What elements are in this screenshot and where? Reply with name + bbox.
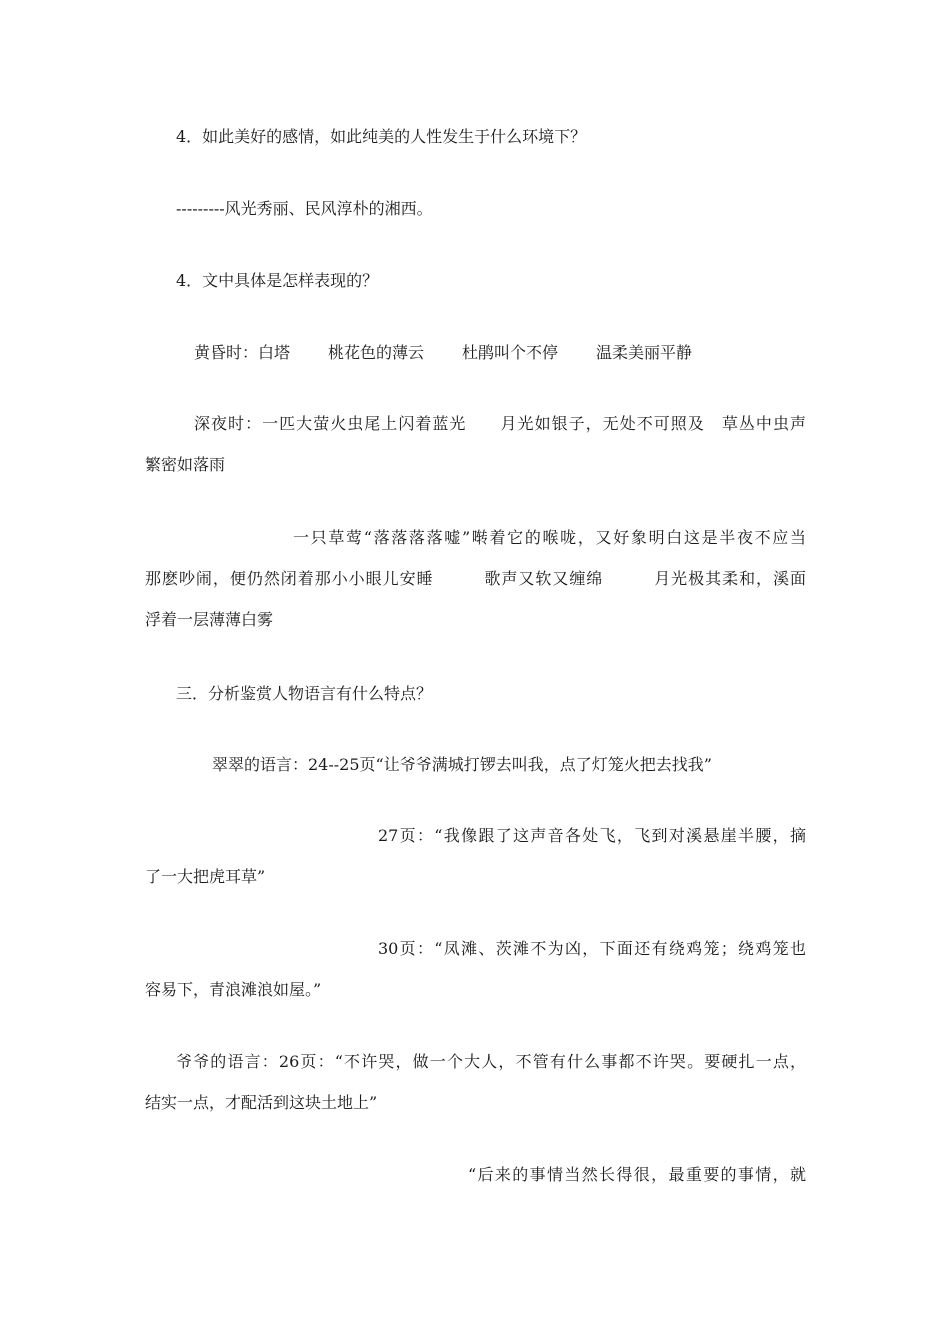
section-3-title: 三．分析鉴赏人物语言有什么特点？ <box>176 684 433 703</box>
answer-4-environment: ---------风光秀丽、民风淳朴的湘西。 <box>176 199 433 218</box>
night-line: 浮着一层薄薄白雾 <box>145 610 274 629</box>
dusk-item: 桃花色的薄云 <box>328 343 425 362</box>
dusk-item: 温柔美丽平静 <box>596 343 693 362</box>
grandpa-quote: “后来的事情当然长得很，最重要的事情，就 <box>468 1165 806 1184</box>
cuicui-quote: 27页：“我像跟了这声音各处飞，飞到对溪悬崖半腰，摘 <box>378 826 806 845</box>
dusk-item: 杜鹃叫个不停 <box>462 343 559 362</box>
dusk-label: 黄昏时：白塔 <box>194 343 291 362</box>
night-line: 繁密如落雨 <box>145 455 226 474</box>
night-line: 一只草莺“落落落落嘘”啭着它的喉咙，又好象明白这是半夜不应当 <box>293 528 806 547</box>
night-line: 深夜时：一匹大萤火虫尾上闪着蓝光 月光如银子，无处不可照及 草丛中虫声 <box>194 414 806 433</box>
cuicui-quote: 容易下，青浪滩浪如屋。” <box>145 980 322 999</box>
cuicui-quote: 了一大把虎耳草” <box>145 867 266 886</box>
night-line: 那麽吵闹，便仍然闭着那小小眼儿安睡 歌声又软又缠绵 月光极其柔和，溪面 <box>145 569 806 588</box>
grandpa-quote: 爷爷的语言：26页：“不许哭，做一个大人，不管有什么事都不许哭。要硬扎一点， <box>176 1052 806 1071</box>
cuicui-quote: 30页：“凤滩、茨滩不为凶，下面还有绕鸡笼；绕鸡笼也 <box>378 939 806 958</box>
question-4-expression: 4．文中具体是怎样表现的？ <box>176 271 379 290</box>
grandpa-quote: 结实一点，才配活到这块土地上” <box>145 1093 378 1112</box>
question-4-environment: 4．如此美好的感情，如此纯美的人性发生于什么环境下？ <box>176 127 587 146</box>
cuicui-quote: 翠翠的语言：24--25页“让爷爷满城打锣去叫我，点了灯笼火把去找我” <box>212 755 712 774</box>
